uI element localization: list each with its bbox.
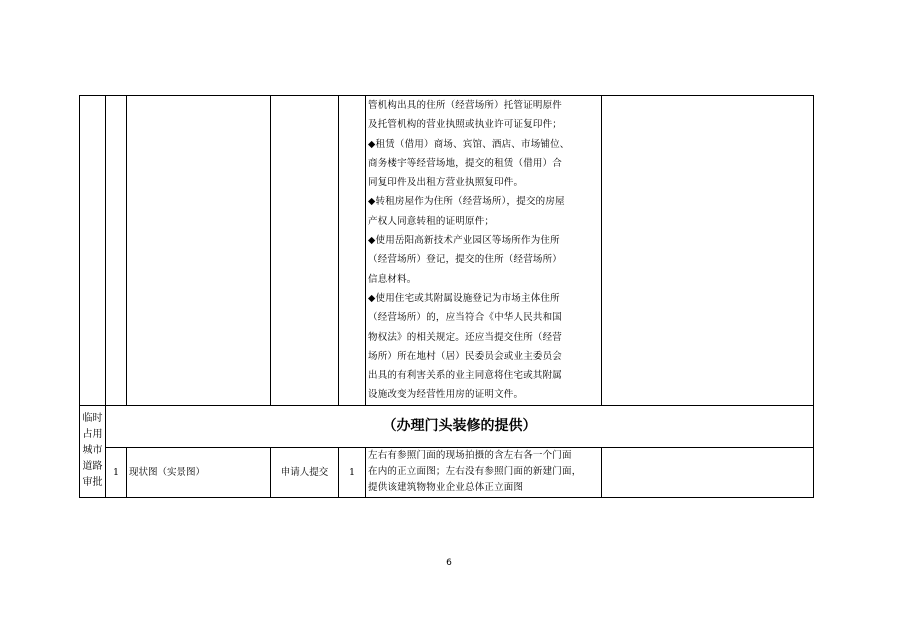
requirements-cell <box>366 96 602 406</box>
requirement-line: 出具的有利害关系的业主同意将住宅或其附属 <box>368 370 563 382</box>
requirement-line: 管机构出具的住所（经营场所）托管证明原件 <box>368 100 563 111</box>
source-cell-empty <box>271 96 339 406</box>
requirement-line: 提供该建筑物物业企业总体正立面图 <box>368 481 524 493</box>
materials-table <box>79 95 814 498</box>
requirement-line: 信息材料。 <box>368 273 417 285</box>
requirement-line: 物权法》的相关规定。还应当提交住所（经营 <box>368 331 563 343</box>
requirement-line: 在内的正立面图；左右没有参照门面的新建门面， <box>368 465 582 477</box>
requirement-line: ◆租赁（借用）商场、宾馆、酒店、市场铺位、 <box>368 138 570 150</box>
remark-cell-empty <box>602 96 814 406</box>
requirement-line: 左右有参照门面的现场拍摄的含左右各一个门面 <box>368 449 572 461</box>
section-title: （办理门头装修的提供） <box>106 405 814 447</box>
category-char: 占用 <box>82 429 103 441</box>
requirement-line: 同复印件及出租方营业执照复印件。 <box>368 177 524 189</box>
requirement-line: ◆转租房屋作为住所（经营场所），提交的房屋 <box>368 196 565 208</box>
copies-cell-empty <box>339 96 366 406</box>
requirements-cell <box>366 447 602 497</box>
requirement-line: （经营场所）登记，提交的住所（经营场所） <box>368 254 563 266</box>
requirement-line: ◆使用岳阳高新技术产业园区等场所作为住所 <box>368 235 560 247</box>
category-char: 城市 <box>82 445 103 457</box>
category-char: 道路 <box>82 461 103 473</box>
requirement-line: （经营场所）的，应当符合《中华人民共和国 <box>368 312 563 324</box>
copies-count: 1 <box>339 447 366 497</box>
item-number: 1 <box>106 447 127 497</box>
material-name: 现状图（实景图） <box>127 447 271 497</box>
category-cell-empty <box>80 96 106 406</box>
requirement-line: 场所）所在地村（居）民委员会或业主委员会 <box>368 350 563 362</box>
number-cell-empty <box>106 96 127 406</box>
requirement-line: 及托管机构的营业执照或执业许可证复印件； <box>368 119 563 131</box>
table-row-continuation <box>80 96 814 406</box>
table-row-item <box>80 447 814 497</box>
category-char: 审批 <box>82 477 103 489</box>
material-source: 申请人提交 <box>271 447 339 497</box>
requirement-line: 商务楼宇等经营场地，提交的租赁（借用）合 <box>368 157 563 169</box>
requirement-line: 产权人同意转租的证明原件； <box>368 215 495 227</box>
page-number: 6 <box>446 558 452 568</box>
material-cell-empty <box>127 96 271 406</box>
remark-cell <box>602 447 814 497</box>
requirement-line: 设施改变为经营性用房的证明文件。 <box>368 389 524 401</box>
requirement-line: ◆使用住宅或其附属设施登记为市场主体住所 <box>368 292 560 304</box>
category-cell <box>80 405 106 497</box>
category-char: 临时 <box>82 413 103 425</box>
table-row-section <box>80 405 814 447</box>
